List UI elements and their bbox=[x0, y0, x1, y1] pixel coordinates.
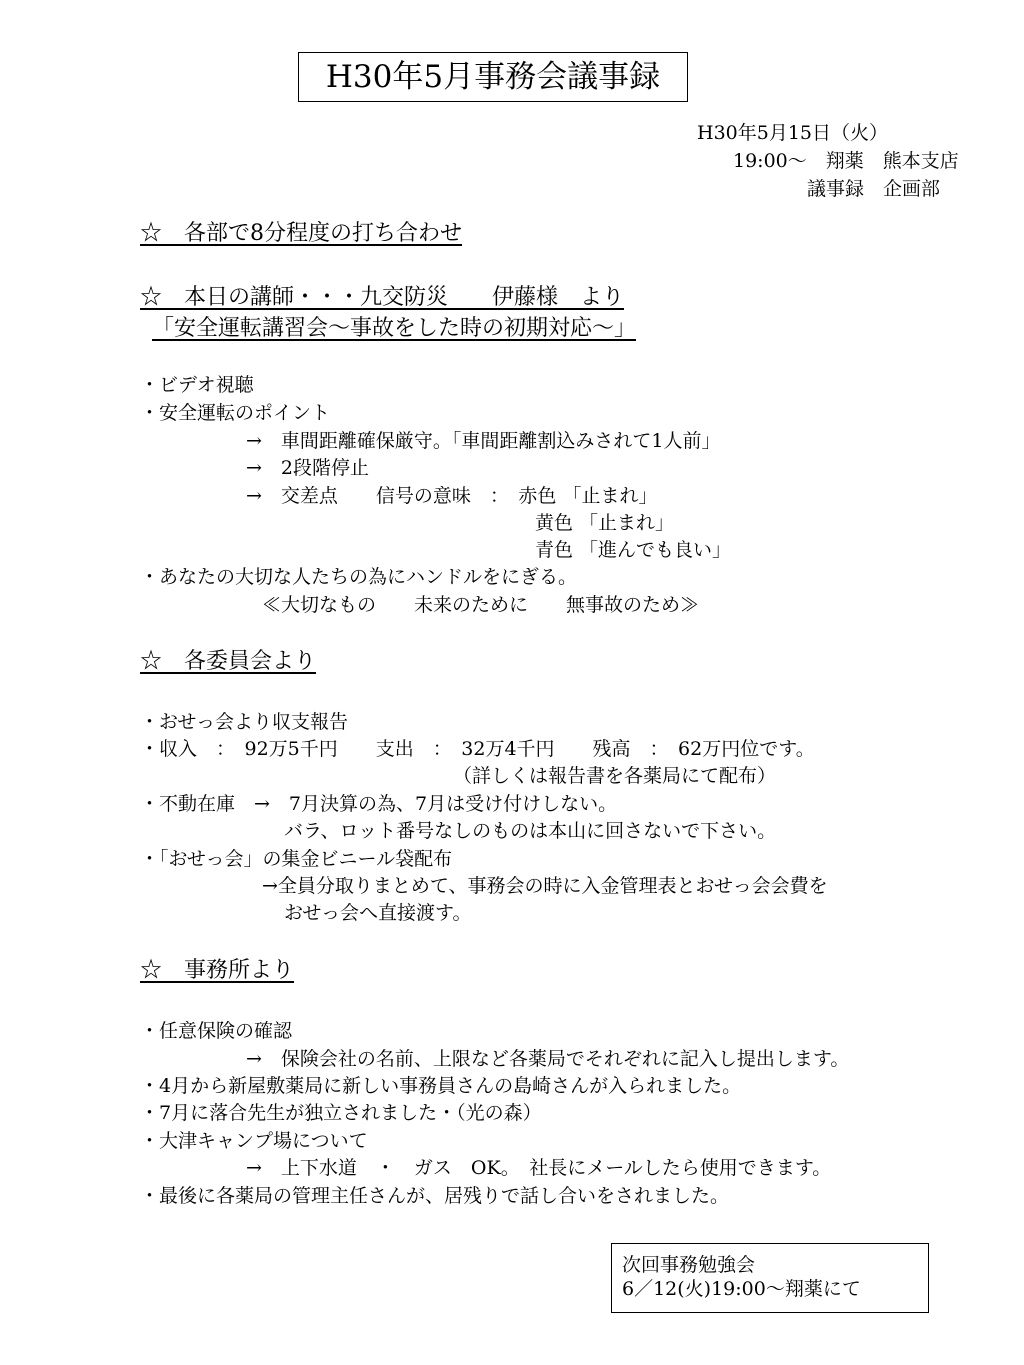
office-line: ・任意保険の確認 bbox=[140, 1020, 293, 1042]
next-meeting-title: 次回事務勉強会 bbox=[622, 1254, 756, 1276]
next-meeting-box bbox=[611, 1243, 929, 1313]
office-line: ・大津キャンプ場について bbox=[140, 1130, 368, 1152]
section-heading-meeting: ☆ 各部で8分程度の打ち合わせ bbox=[140, 221, 462, 246]
lecture-line: ・安全運転のポイント bbox=[140, 402, 331, 424]
lecture-line: ・あなたの大切な人たちの為にハンドルをにぎる。 bbox=[140, 566, 578, 588]
next-meeting-datetime: 6／12(火)19:00～翔薬にて bbox=[622, 1277, 861, 1300]
page-title: H30年5月事務会議事録 bbox=[298, 52, 688, 102]
meeting-time-place: 19:00～ 翔薬 熊本支店 bbox=[733, 150, 959, 172]
office-line: ・最後に各薬局の管理主任さんが、居残りで話し合いをされました。 bbox=[140, 1185, 730, 1207]
lecture-subtitle: 「安全運転講習会～事故をした時の初期対応～」 bbox=[152, 316, 637, 341]
committee-line: ・おせっ会より収支報告 bbox=[140, 711, 349, 733]
section-heading-office: ☆ 事務所より bbox=[140, 958, 295, 983]
lecture-line: → 車間距離確保厳守。「車間距離割込みされて1人前」 bbox=[246, 430, 721, 452]
office-line: ・4月から新屋敷薬局に新しい事務員さんの島崎さんが入られました。 bbox=[140, 1075, 742, 1097]
lecture-line: 青色 「進んでも良い」 bbox=[535, 539, 732, 561]
committee-line: ・収入 ： 92万5千円 支出 ： 32万4千円 残高 ： 62万円位です。 bbox=[140, 738, 815, 760]
lecture-line: → 交差点 信号の意味 ： 赤色 「止まれ」 bbox=[246, 485, 658, 507]
meeting-date: H30年5月15日（火） bbox=[697, 122, 889, 144]
office-line: ・7月に落合先生が独立されました・（光の森） bbox=[140, 1102, 542, 1124]
committee-line: （詳しくは報告書を各薬局にて配布） bbox=[453, 765, 777, 787]
lecture-line: 黄色 「止まれ」 bbox=[535, 512, 675, 534]
committee-line: →全員分取りまとめて、事務会の時に入金管理表とおせっ会会費を bbox=[262, 875, 828, 897]
recorder: 議事録 企画部 bbox=[807, 178, 941, 200]
lecture-line: → 2段階停止 bbox=[246, 457, 370, 479]
committee-line: ・「おせっ会」の集金ビニール袋配布 bbox=[140, 848, 453, 870]
lecture-line: ・ビデオ視聴 bbox=[140, 374, 254, 396]
committee-line: バラ、ロット番号なしのものは本山に回さないで下さい。 bbox=[284, 820, 777, 842]
office-line: → 保険会社の名前、上限など各薬局でそれぞれに記入し提出します。 bbox=[246, 1048, 850, 1070]
section-heading-committee: ☆ 各委員会より bbox=[140, 649, 317, 674]
office-line: → 上下水道 ・ ガス OK。 社長にメールしたら使用できます。 bbox=[246, 1157, 832, 1179]
committee-line: おせっ会へ直接渡す。 bbox=[284, 902, 472, 924]
committee-line: ・不動在庫 → 7月決算の為、7月は受け付けしない。 bbox=[140, 793, 618, 815]
lecture-line: ≪大切なもの 未来のために 無事故のため≫ bbox=[262, 594, 700, 616]
section-heading-lecture: ☆ 本日の講師・・・九交防災 伊藤様 より bbox=[140, 285, 625, 310]
